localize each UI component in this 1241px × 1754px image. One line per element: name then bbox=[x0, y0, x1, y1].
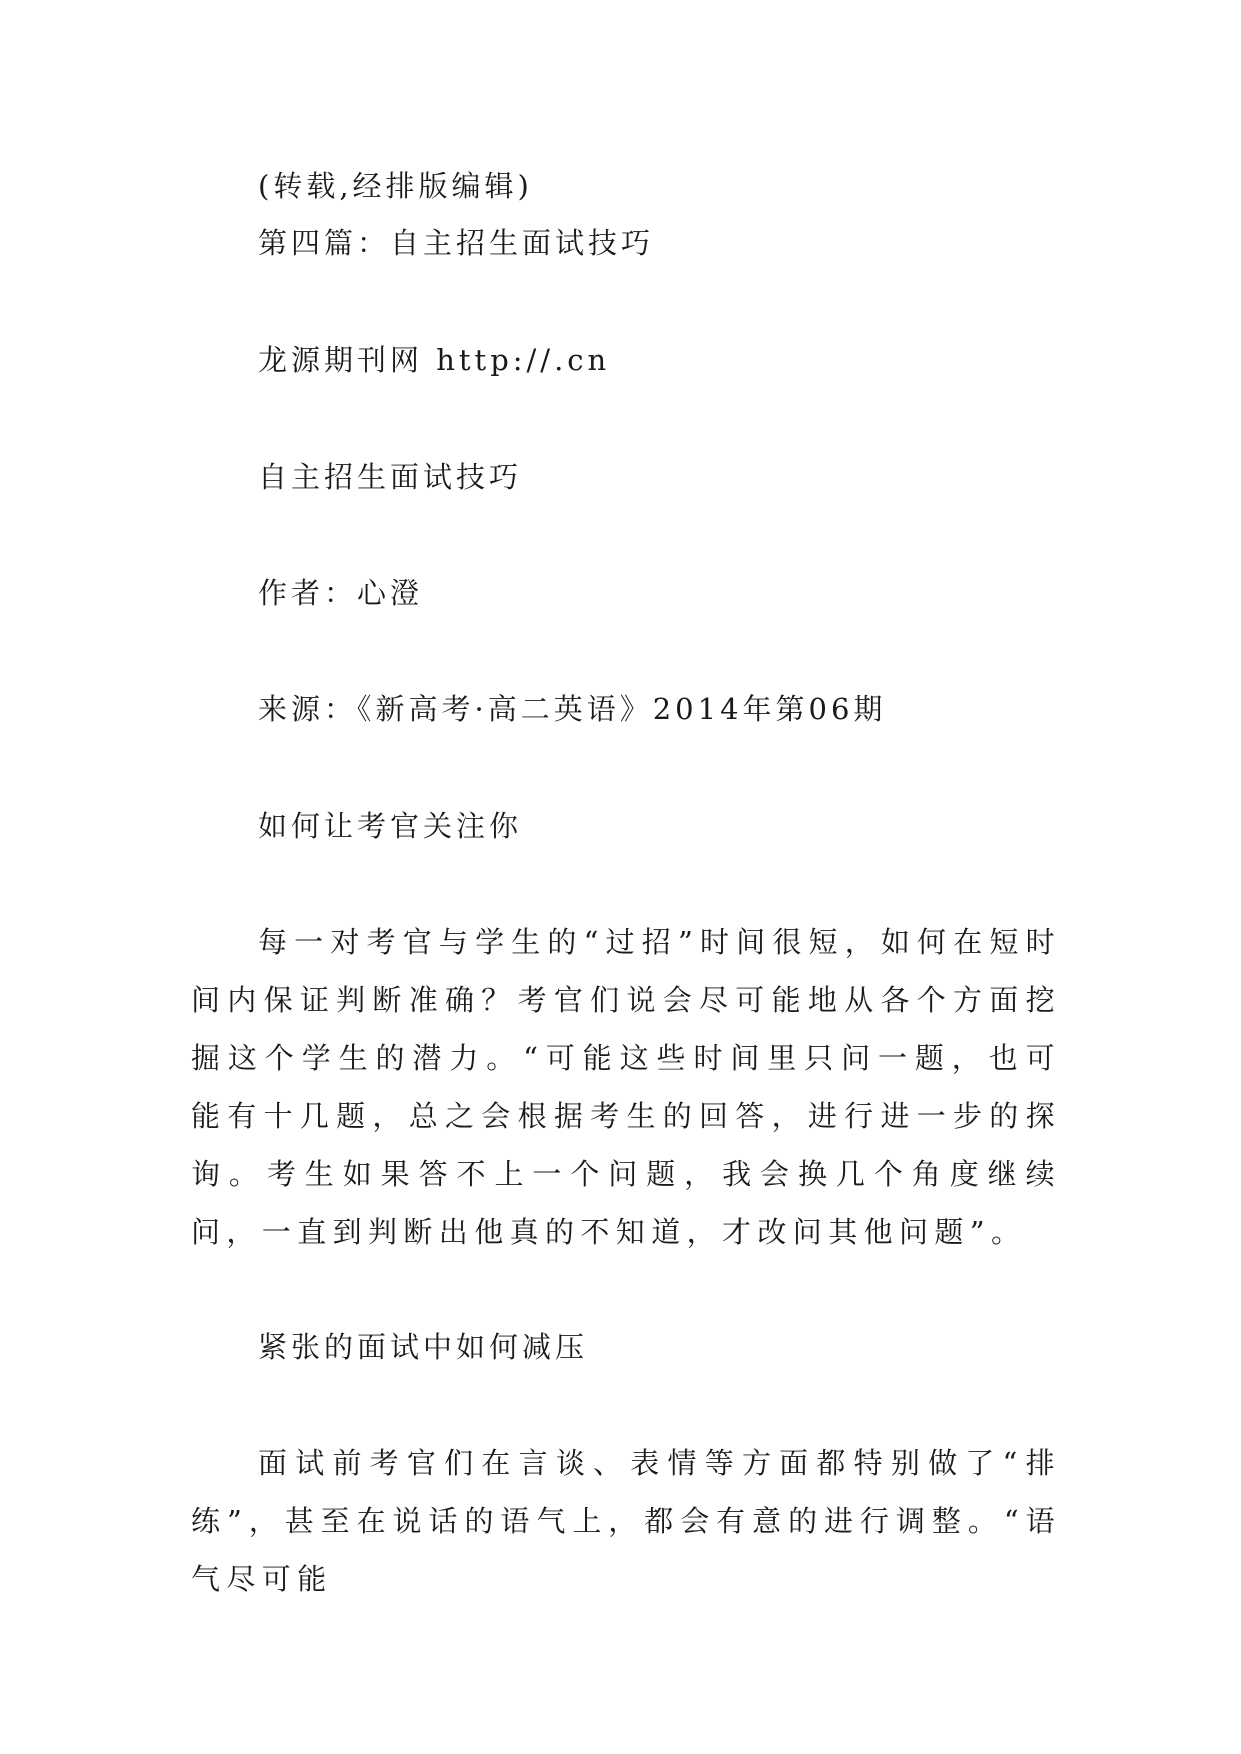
body-paragraph: 面试前考官们在言谈、表情等方面都特别做了“排练”，甚至在说话的语气上，都会有意的进行调整。“语气尽可能 bbox=[191, 1446, 1061, 1596]
article-title: 自主招生面试技巧 bbox=[258, 460, 523, 494]
repost-note: (转载,经排版编辑) bbox=[258, 169, 533, 203]
section-heading: 如何让考官关注你 bbox=[258, 809, 523, 843]
source-line: 来源：《新高考·高二英语》2014年第06期 bbox=[258, 692, 887, 726]
section-heading: 紧张的面试中如何减压 bbox=[258, 1330, 589, 1364]
author-line: 作者：心澄 bbox=[258, 576, 424, 610]
chapter-title: 第四篇：自主招生面试技巧 bbox=[258, 226, 655, 260]
body-paragraph: 每一对考官与学生的“过招”时间很短，如何在短时间内保证判断准确？考官们说会尽可能地从各个方面挖掘这个学生的潜力。“可能这些时间里只问一题，也可能有十几题，总之会根据考生的回答，进行进一步的探询。考生如果答不上一个问题，我会换几个角度继续问，一直到判断出他真的不知道，才改问其他问题”。 bbox=[191, 925, 1061, 1249]
site-name: 龙源期刊网 http://.cn bbox=[258, 343, 611, 377]
